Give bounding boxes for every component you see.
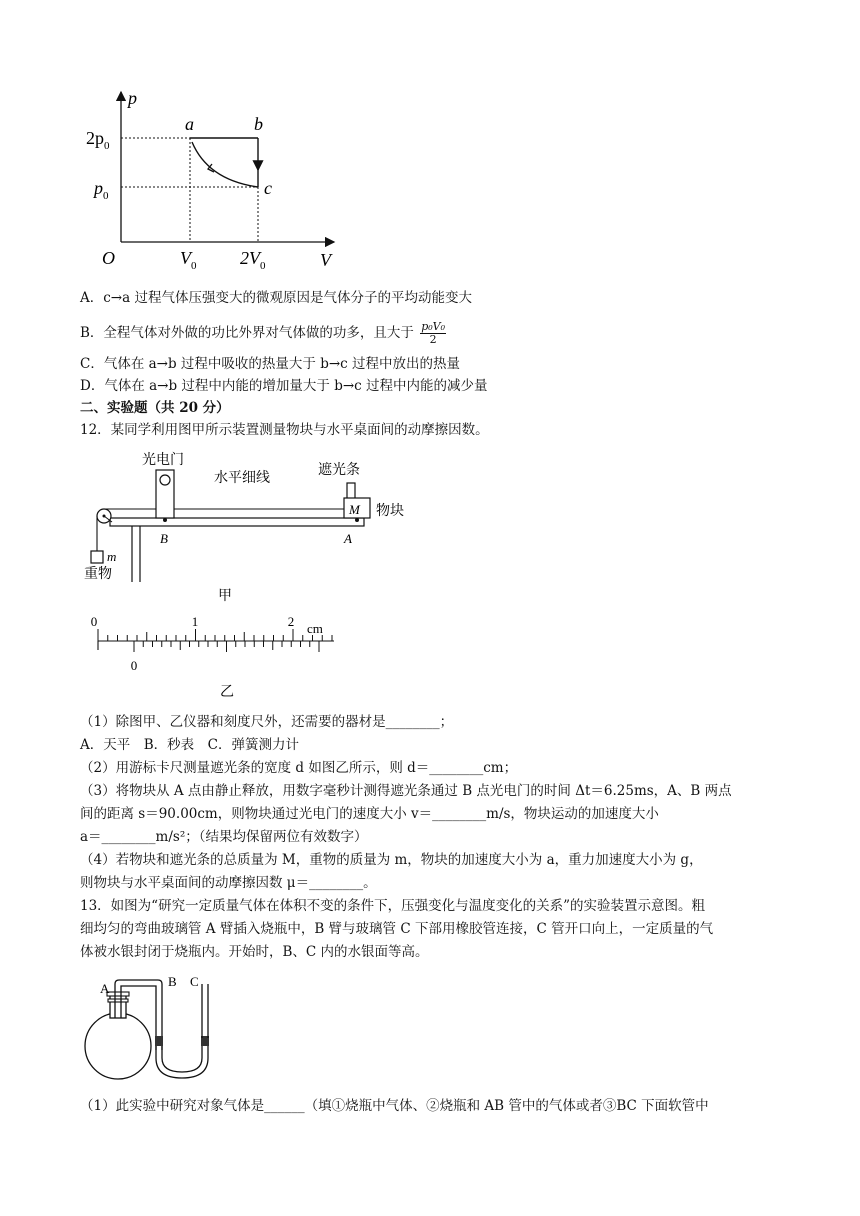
- label-photogate: 光电门: [142, 453, 184, 468]
- q12-part4-line2: 则物块与水平桌面间的动摩擦因数 μ＝________。: [80, 875, 377, 891]
- q12-part4-line1: （4）若物块和遮光条的总质量为 M，重物的质量为 m，物块的加速度大小为 a，重力加速度大小为 g，: [80, 852, 703, 868]
- tick-2v0: $2V_0$: [240, 248, 266, 272]
- axis-v-label: V: [320, 250, 331, 270]
- tick-v0: $V_0$: [180, 248, 197, 272]
- point-b-label: b: [254, 114, 263, 134]
- figure-jia-apparatus: [74, 450, 424, 606]
- tick-p0: $p_0$: [94, 178, 109, 202]
- pv-graph: [84, 84, 344, 280]
- figure-yi-caliper: [84, 608, 354, 700]
- figure-yi-caption: 乙: [220, 685, 234, 700]
- label-B: B: [160, 531, 168, 546]
- main-label-2: 2: [287, 614, 295, 629]
- q13-stem-line3: 体被水银封闭于烧瓶内。开始时，B、C 内的水银面等高。: [80, 944, 429, 960]
- label-A: A: [344, 531, 352, 546]
- q12-part3-line1: （3）将物块从 A 点由静止释放，用数字毫秒计测得遮光条通过 B 点光电门的时间 Δt＝6.25ms，A、B 两点: [80, 783, 732, 799]
- q13-part1: （1）此实验中研究对象气体是______（填①烧瓶中气体、②烧瓶和 AB 管中的气体或者③BC 下面软管中: [80, 1098, 709, 1114]
- q13-stem-line1: 13．如图为“研究一定质量气体在体积不变的条件下，压强变化与温度变化的关系”的实验装置示意图。粗: [80, 898, 705, 914]
- label-A: A: [100, 981, 110, 996]
- unit-cm: cm: [307, 621, 323, 636]
- label-B: B: [168, 974, 177, 989]
- q12-part1-options: A．天平 B．秒表 C．弹簧测力计: [80, 737, 299, 753]
- section-title: 二、实验题（共 20 分）: [80, 400, 230, 416]
- tick-2p0: $2p_0$: [86, 128, 110, 152]
- axis-p-label: p: [128, 88, 137, 108]
- shade-strip: [347, 483, 355, 499]
- q13-stem-line2: 细均匀的弯曲玻璃管 A 臂插入烧瓶中，B 臂与玻璃管 C 下部用橡胶管连接，C 管开口向上，一定质量的气: [80, 921, 714, 937]
- figure-flask-apparatus: [80, 972, 230, 1082]
- option-a: A．c→a 过程气体压强变大的微观原因是气体分子的平均动能变大: [80, 290, 472, 306]
- fraction-p0v0-over-2: $\frac{\text{p₀V₀}}{2}$: [421, 320, 446, 346]
- label-C: C: [190, 974, 199, 989]
- label-shade: 遮光条: [318, 463, 360, 478]
- option-c: C．气体在 a→b 过程中吸收的热量大于 b→c 过程中放出的热量: [80, 356, 461, 372]
- q12-part3-line2: 间的距离 s＝90.00cm，则物块通过光电门的速度大小 v＝________m/s，物块运动的加速度大小: [80, 806, 659, 822]
- rubber-tube: [156, 1046, 208, 1078]
- main-label-1: 1: [191, 614, 199, 629]
- figure-jia-caption: 甲: [218, 589, 232, 604]
- label-thread: 水平细线: [214, 471, 270, 486]
- q12-part3-line3: a＝________m/s²；（结果均保留两位有效数字）: [80, 829, 368, 845]
- label-m: m: [107, 549, 117, 564]
- q12-part2: （2）用游标卡尺测量遮光条的宽度 d 如图乙所示，则 d＝________cm；: [80, 760, 518, 776]
- point-a-label: a: [185, 114, 194, 134]
- label-weight: 重物: [84, 567, 112, 582]
- q12-stem: 12．某同学利用图甲所示装置测量物块与水平桌面间的动摩擦因数。: [80, 422, 489, 438]
- main-label-0: 0: [90, 614, 98, 629]
- point-c-label: c: [264, 178, 272, 198]
- option-b: B．全程气体对外做的功比外界对气体做的功多，且大于 $\frac{\text{p₀V₀}}{2}$: [80, 320, 446, 346]
- origin-label: O: [102, 248, 115, 268]
- label-M: M: [349, 502, 360, 517]
- flask: [85, 1013, 151, 1079]
- option-d: D．气体在 a→b 过程中内能的增加量大于 b→c 过程中内能的减少量: [80, 378, 488, 394]
- label-block: 物块: [376, 504, 404, 519]
- hanging-weight: [91, 551, 103, 563]
- q12-part1: （1）除图甲、乙仪器和刻度尺外，还需要的器材是________；: [80, 714, 454, 730]
- process-ca: [192, 142, 258, 187]
- vernier-label-0: 0: [130, 658, 138, 673]
